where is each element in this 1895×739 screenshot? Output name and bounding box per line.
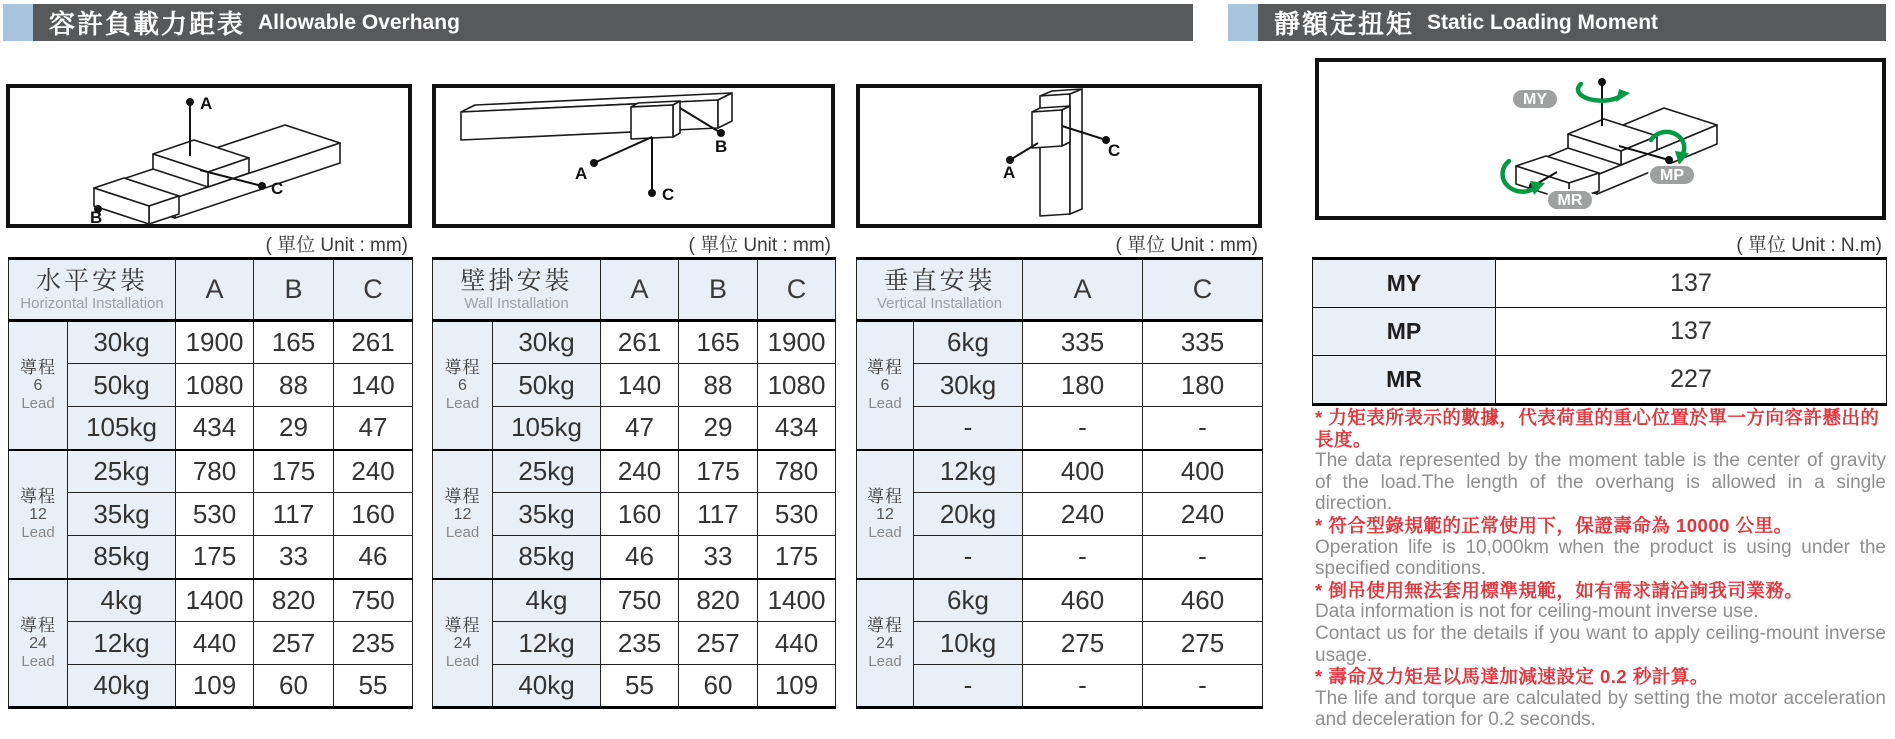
header-bar <box>33 4 1193 41</box>
value-cell: 33 <box>679 536 758 579</box>
value-cell: 117 <box>679 493 758 536</box>
svg-text:MR: MR <box>1557 192 1583 209</box>
value-cell: 165 <box>679 321 758 364</box>
load-cell: 12kg <box>68 622 176 665</box>
value-cell: 261 <box>601 321 679 364</box>
accent-square <box>1228 4 1258 41</box>
value-cell: 530 <box>758 493 836 536</box>
value-cell: 750 <box>601 579 679 622</box>
lead-cell: 導程 6 Lead <box>433 321 493 450</box>
load-cell: - <box>914 665 1023 708</box>
unit-label-mm: ( 單位 Unit : mm) <box>688 235 831 256</box>
column-header: A <box>176 259 254 321</box>
load-cell: 50kg <box>68 364 176 407</box>
point-b-label: B <box>715 137 728 156</box>
section-title-en: Static Loading Moment <box>1427 10 1659 34</box>
value-cell: 780 <box>176 450 254 493</box>
load-cell: 85kg <box>493 536 601 579</box>
note-zh: * 倒吊使用無法套用標準規範，如有需求請洽詢我司業務。 <box>1315 579 1804 601</box>
static-moment-table <box>1312 257 1887 406</box>
value-cell: 335 <box>1143 321 1263 364</box>
value-cell: 117 <box>254 493 334 536</box>
unit-label-mm: ( 單位 Unit : mm) <box>1115 235 1258 256</box>
moment-value: 137 <box>1496 308 1887 356</box>
table-title-zh: 水平安裝 <box>36 267 149 295</box>
value-cell: 47 <box>601 407 679 450</box>
value-cell: 240 <box>334 450 413 493</box>
column-header: C <box>1143 259 1263 321</box>
load-cell: 12kg <box>914 450 1023 493</box>
value-cell: 240 <box>1023 493 1143 536</box>
value-cell: 1400 <box>176 579 254 622</box>
table-title-en: Horizontal Installation <box>20 295 164 312</box>
load-cell: 40kg <box>493 665 601 708</box>
load-cell: 30kg <box>68 321 176 364</box>
value-cell: 257 <box>254 622 334 665</box>
value-cell: - <box>1023 665 1143 708</box>
value-cell: 440 <box>176 622 254 665</box>
table-title-zh: 垂直安裝 <box>883 267 996 295</box>
vertical-installation-diagram <box>856 84 1262 228</box>
section-header-allowable-overhang <box>3 4 1193 41</box>
point-a-label: A <box>1003 163 1016 182</box>
load-cell: - <box>914 536 1023 579</box>
point-c-label: C <box>1108 141 1121 160</box>
value-cell: 29 <box>254 407 334 450</box>
value-cell: 820 <box>254 579 334 622</box>
load-cell: 30kg <box>493 321 601 364</box>
note-en: The data represented by the moment table is the center of gravity of the load.The length of the overhang is allowed in a single direction. <box>1315 450 1886 515</box>
column-header: C <box>758 259 836 321</box>
value-cell: 235 <box>334 622 413 665</box>
table-title-en: Vertical Installation <box>876 295 1003 312</box>
value-cell: - <box>1023 407 1143 450</box>
value-cell: 109 <box>758 665 836 708</box>
value-cell: 46 <box>601 536 679 579</box>
column-header: B <box>679 259 758 321</box>
load-cell: 12kg <box>493 622 601 665</box>
value-cell: 820 <box>679 579 758 622</box>
table-title-cell <box>9 259 176 321</box>
load-cell: 6kg <box>914 579 1023 622</box>
value-cell: 140 <box>334 364 413 407</box>
point-b-dot <box>717 129 725 137</box>
value-cell: - <box>1143 665 1263 708</box>
value-cell: 175 <box>758 536 836 579</box>
note-en: Data information is not for ceiling-mount inverse use. <box>1315 601 1759 623</box>
my-badge <box>1512 89 1558 109</box>
point-a-label: A <box>575 164 588 183</box>
wall-rail-drawing <box>436 88 831 224</box>
unit-label-nm: ( 單位 Unit : N.m) <box>1736 235 1882 256</box>
value-cell: 160 <box>334 493 413 536</box>
lead-cell: 導程 12 Lead <box>433 450 493 579</box>
point-c-label: C <box>271 179 284 198</box>
value-cell: 261 <box>334 321 413 364</box>
section-header-static-moment <box>1228 4 1886 41</box>
value-cell: 440 <box>758 622 836 665</box>
load-cell: 40kg <box>68 665 176 708</box>
value-cell: 460 <box>1023 579 1143 622</box>
static-moment-diagram <box>1315 58 1886 220</box>
value-cell: 88 <box>679 364 758 407</box>
value-cell: 460 <box>1143 579 1263 622</box>
value-cell: 240 <box>601 450 679 493</box>
lead-cell: 導程 12 Lead <box>857 450 914 579</box>
value-cell: 109 <box>176 665 254 708</box>
value-cell: 530 <box>176 493 254 536</box>
value-cell: 165 <box>254 321 334 364</box>
column-header: C <box>334 259 413 321</box>
point-b-label: B <box>90 208 103 224</box>
value-cell: 400 <box>1143 450 1263 493</box>
load-cell: 6kg <box>914 321 1023 364</box>
value-cell: 175 <box>679 450 758 493</box>
lead-cell: 導程 24 Lead <box>9 579 68 708</box>
load-cell: 85kg <box>68 536 176 579</box>
section-title-en: Allowable Overhang <box>258 10 460 34</box>
load-cell: 25kg <box>68 450 176 493</box>
wall-installation-diagram <box>432 84 835 228</box>
value-cell: 235 <box>601 622 679 665</box>
lead-cell: 導程 6 Lead <box>857 321 914 450</box>
column-header: B <box>254 259 334 321</box>
wall-installation-table <box>432 257 836 709</box>
load-cell: 50kg <box>493 364 601 407</box>
point-c-label: C <box>662 185 675 204</box>
value-cell: 275 <box>1143 622 1263 665</box>
vertical-installation-table <box>856 257 1263 709</box>
value-cell: 55 <box>601 665 679 708</box>
mp-badge <box>1649 165 1695 185</box>
value-cell: 1080 <box>176 364 254 407</box>
value-cell: 180 <box>1023 364 1143 407</box>
lead-cell: 導程 24 Lead <box>433 579 493 708</box>
horizontal-installation-table <box>8 257 413 709</box>
value-cell: 60 <box>254 665 334 708</box>
header-bar <box>1258 4 1886 41</box>
load-cell: 105kg <box>493 407 601 450</box>
moment-value: 227 <box>1496 356 1887 405</box>
moment-value: 137 <box>1496 259 1887 308</box>
moment-label: MR <box>1313 356 1496 405</box>
load-cell: 25kg <box>493 450 601 493</box>
my-rotation-arrow <box>1578 84 1622 101</box>
load-cell: 35kg <box>493 493 601 536</box>
load-cell: 30kg <box>914 364 1023 407</box>
point-c-dot <box>258 182 266 190</box>
lead-cell: 導程 12 Lead <box>9 450 68 579</box>
value-cell: 55 <box>334 665 413 708</box>
point-a-dot <box>590 159 598 167</box>
column-header: A <box>601 259 679 321</box>
horizontal-rail-drawing <box>10 88 408 224</box>
table-title-cell <box>857 259 1023 321</box>
load-cell: 10kg <box>914 622 1023 665</box>
value-cell: - <box>1143 407 1263 450</box>
value-cell: 33 <box>254 536 334 579</box>
note-zh: * 力矩表所表示的數據，代表荷重的重心位置於單一方向容許懸出的長度。 <box>1315 407 1880 450</box>
value-cell: 140 <box>601 364 679 407</box>
note-en: Operation life is 10,000km when the product is using under the specified conditions. <box>1315 536 1886 580</box>
section-title-zh: 靜額定扭矩 <box>1274 9 1415 39</box>
section-title-zh: 容許負載力距表 <box>49 9 246 39</box>
svg-text:MY: MY <box>1523 91 1547 108</box>
note-zh: * 符合型錄規範的正常使用下，保證壽命為 10000 公里。 <box>1315 514 1793 536</box>
load-cell: 35kg <box>68 493 176 536</box>
value-cell: 175 <box>176 536 254 579</box>
lead-cell: 導程 6 Lead <box>9 321 68 450</box>
value-cell: 180 <box>1143 364 1263 407</box>
load-cell: - <box>914 407 1023 450</box>
value-cell: 175 <box>254 450 334 493</box>
value-cell: 1080 <box>758 364 836 407</box>
mr-badge <box>1547 190 1593 210</box>
value-cell: 434 <box>758 407 836 450</box>
value-cell: 240 <box>1143 493 1263 536</box>
note-zh: * 壽命及力矩是以馬達加減速設定 0.2 秒計算。 <box>1315 666 1709 688</box>
value-cell: 47 <box>334 407 413 450</box>
table-title-cell <box>433 259 601 321</box>
load-cell: 105kg <box>68 407 176 450</box>
point-a-label: A <box>200 94 213 113</box>
value-cell: 1400 <box>758 579 836 622</box>
value-cell: - <box>1143 536 1263 579</box>
value-cell: 88 <box>254 364 334 407</box>
value-cell: 29 <box>679 407 758 450</box>
moment-label: MP <box>1313 308 1496 356</box>
unit-label-mm: ( 單位 Unit : mm) <box>265 235 408 256</box>
table-title-en: Wall Installation <box>464 295 569 312</box>
point-c-dot <box>648 189 656 197</box>
column-header: A <box>1023 259 1143 321</box>
note-en: Contact us for the details if you want to apply ceiling-mount inverse usage. <box>1315 622 1886 666</box>
value-cell: 46 <box>334 536 413 579</box>
value-cell: 257 <box>679 622 758 665</box>
load-cell: 4kg <box>68 579 176 622</box>
value-cell: 275 <box>1023 622 1143 665</box>
value-cell: 160 <box>601 493 679 536</box>
notes-block <box>1315 407 1886 731</box>
load-cell: 4kg <box>493 579 601 622</box>
svg-text:MP: MP <box>1660 167 1684 184</box>
note-en: The life and torque are calculated by setting the motor acceleration and deceleration for 0.2 seconds. <box>1315 687 1886 731</box>
accent-square <box>3 4 33 41</box>
value-cell: 60 <box>679 665 758 708</box>
vertical-rail-drawing <box>860 88 1258 224</box>
value-cell: 1900 <box>176 321 254 364</box>
horizontal-installation-diagram <box>6 84 412 228</box>
moment-rail-drawing <box>1319 62 1882 216</box>
point-a-dot <box>186 98 194 106</box>
value-cell: 400 <box>1023 450 1143 493</box>
load-cell: 20kg <box>914 493 1023 536</box>
value-cell: 750 <box>334 579 413 622</box>
moment-label: MY <box>1313 259 1496 308</box>
lead-cell: 導程 24 Lead <box>857 579 914 708</box>
value-cell: 434 <box>176 407 254 450</box>
value-cell: 335 <box>1023 321 1143 364</box>
value-cell: - <box>1023 536 1143 579</box>
value-cell: 1900 <box>758 321 836 364</box>
value-cell: 780 <box>758 450 836 493</box>
table-title-zh: 壁掛安裝 <box>460 267 573 295</box>
